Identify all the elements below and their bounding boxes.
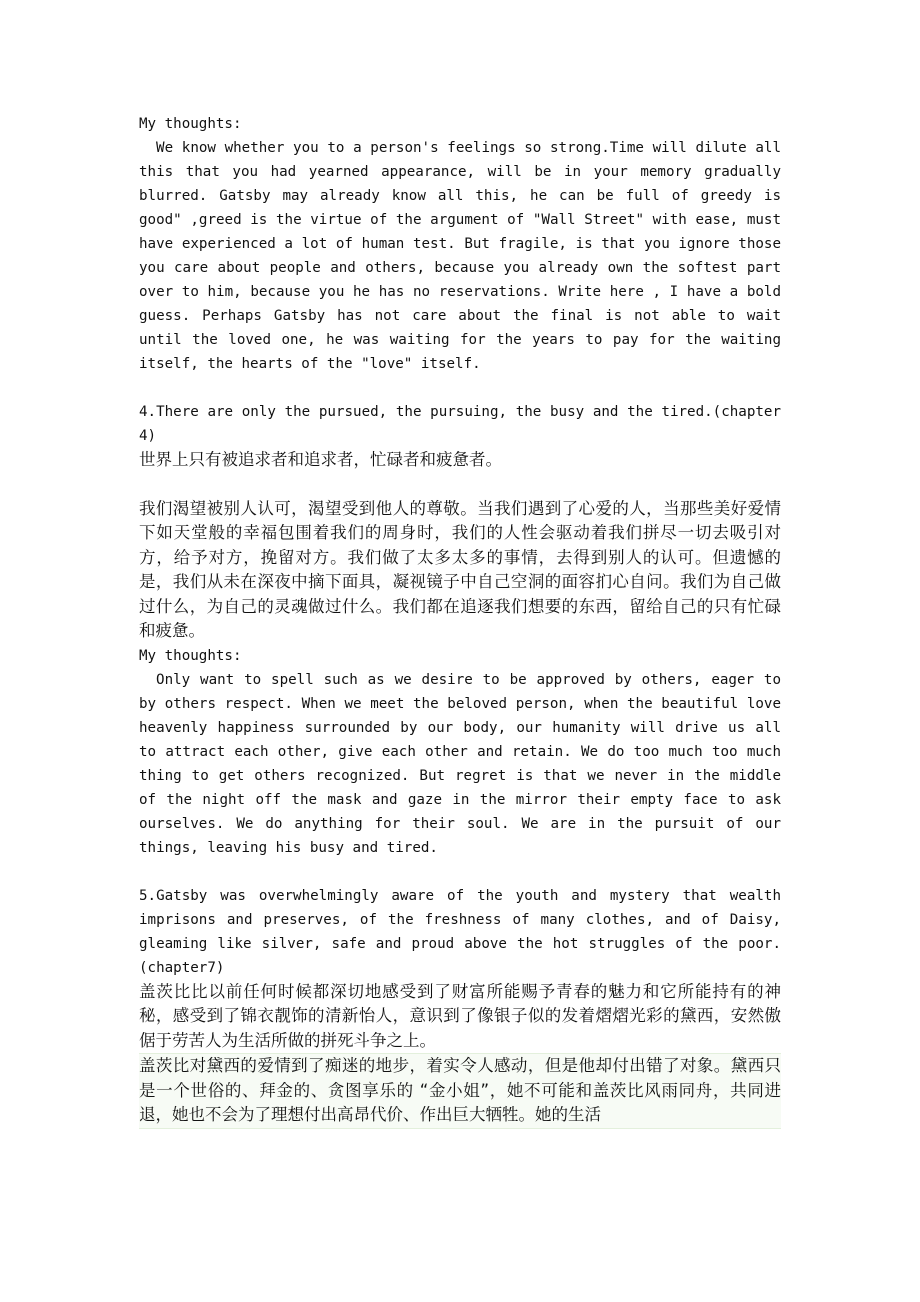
thoughts-label: My thoughts:: [139, 116, 242, 132]
translation-paragraph: 盖茨比比以前任何时候都深切地感受到了财富所能赐予青春的魅力和它所能持有的神秘，感受到了锦衣靓饰的清新怡人，意识到了像银子似的发着熠熠光彩的黛西，安然傲倨于劳苦人为生活所做的拼死斗争之上。: [139, 981, 781, 1050]
translation-paragraph: 世界上只有被追求者和追求者，忙碌者和疲惫者。: [139, 450, 502, 469]
thoughts-paragraph: We know whether you to a person's feelings so strong.Time will dilute all this that you had yearned appearance, will be in your memory gradually blurred. Gatsby may already know all this, he can be full of greedy is good" ,greed is the virtue of the argument of "Wall Street" with ease, must have experienced a lot of human test. But fragile, is that you ignore those you care about people and others, because you already own the softest part over to him, because you he has no reservations. Write here , I have a bold guess. Perhaps Gatsby has not care about the final is not able to wait until the loved one, he was waiting for the years to pay for the waiting itself, the hearts of the "love" itself.: [139, 140, 781, 372]
spacer: [139, 376, 781, 400]
thoughts-label: My thoughts:: [139, 647, 242, 664]
commentary-paragraph: 盖茨比对黛西的爱情到了痴迷的地步，着实令人感动，但是他却付出错了对象。黛西只是一个世俗的、拜金的、贪图享乐的 “金小姐”，她不可能和盖茨比风雨同舟，共同进退，她也不会为了理想付出高昂代价、作出巨大牺牲。她的生活: [139, 1053, 781, 1129]
quote-paragraph: 4.There are only the pursued, the pursuing, the busy and the tired.(chapter 4): [139, 404, 781, 444]
document-page: [139, 112, 781, 1129]
quote-paragraph: 5.Gatsby was overwhelmingly aware of the youth and mystery that wealth imprisons and preserves, of the freshness of many clothes, and of Daisy, gleaming like silver, safe and proud above the hot struggles of the poor.(chapter7): [139, 887, 781, 976]
commentary-paragraph: 我们渴望被别人认可，渴望受到他人的尊敬。当我们遇到了心爱的人，当那些美好爱情下如天堂般的幸福包围着我们的周身时，我们的人性会驱动着我们拼尽一切去吸引对方，给予对方，挽留对方。我们做了太多太多的事情，去得到别人的认可。但遗憾的是，我们从未在深夜中摘下面具，凝视镜子中自己空洞的面容扪心自问。我们为自己做过什么，为自己的灵魂做过什么。我们都在追逐我们想要的东西，留给自己的只有忙碌和疲惫。: [139, 498, 781, 640]
thoughts-paragraph: Only want to spell such as we desire to be approved by others, eager to by others respect. When we meet the beloved person, when the beautiful love heavenly happiness surrounded by our body, our humanity will drive us all to attract each other, give each other and retain. We do too much too much thing to get others recognized. But regret is that we never in the middle of the night off the mask and gaze in the mirror their empty face to ask ourselves. We do anything for their soul. We are in the pursuit of our things, leaving his busy and tired.: [139, 671, 781, 856]
spacer: [139, 473, 781, 497]
spacer: [139, 860, 781, 884]
